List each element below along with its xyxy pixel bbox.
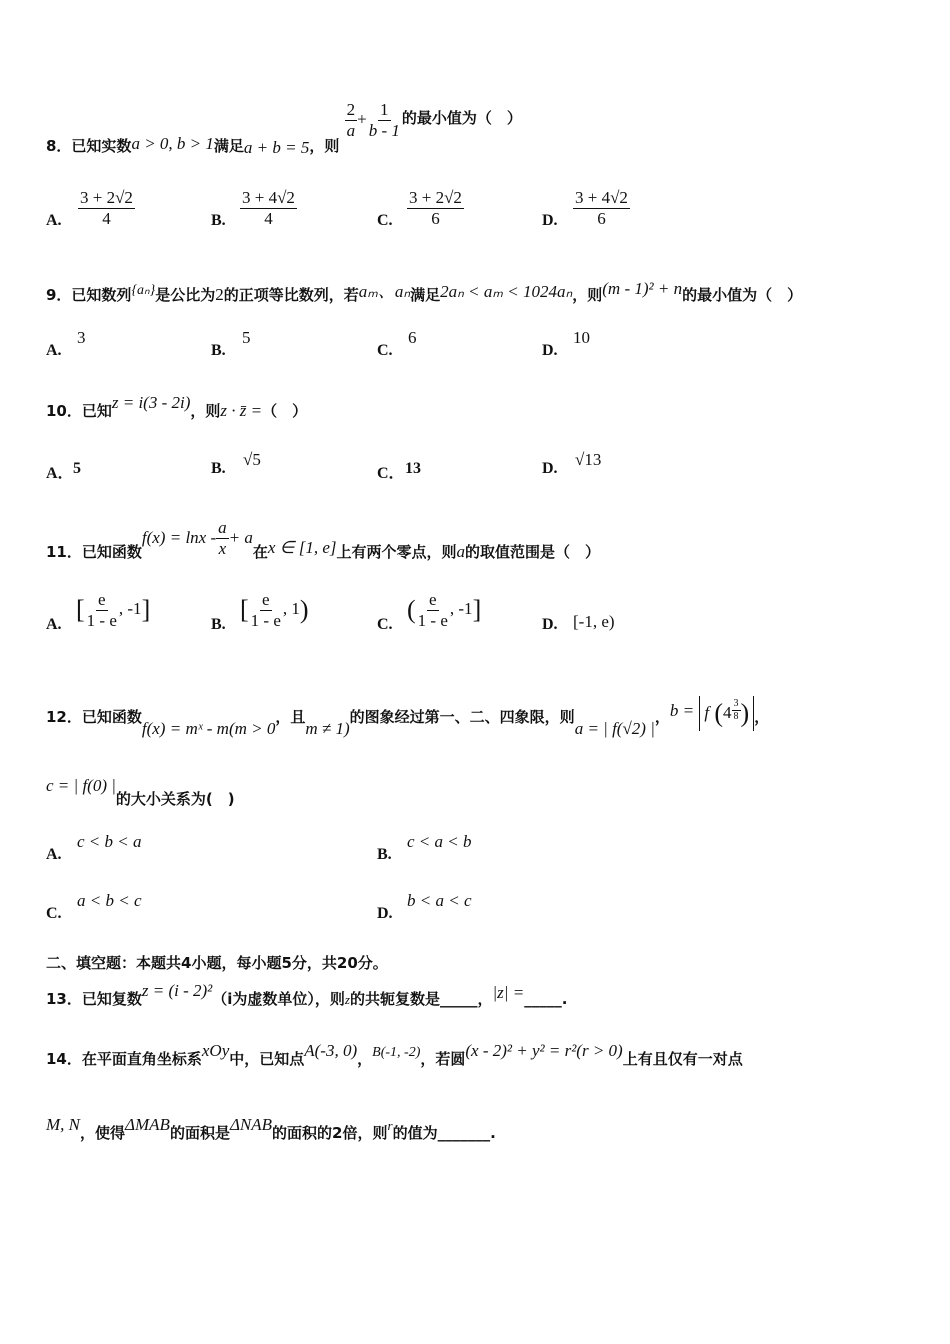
q14-p1: 中，已知点 xyxy=(229,1050,305,1068)
q12-b-def: f (4 $\frac{3}{8}$ ) xyxy=(699,696,754,731)
q13-p1: （i为虚数单位），则 xyxy=(212,990,345,1008)
q13-tail: _____. xyxy=(524,990,568,1008)
q12-b-pre: b = xyxy=(669,701,695,720)
q14-r: r xyxy=(387,1118,393,1133)
q8-stem xyxy=(46,100,522,157)
q12-func: f(x) = mˣ - m(m > 0 xyxy=(141,719,276,738)
q14-tail: 的值为_______. xyxy=(392,1124,496,1142)
q10-tail: （ ） xyxy=(262,402,308,420)
q8-opt-c-value: $\frac{3 + 2√2}{6}$ xyxy=(409,188,462,228)
q10-stem xyxy=(46,393,308,421)
q11-var: a xyxy=(456,541,466,561)
q9-p4: ，则 xyxy=(572,286,603,304)
q13-abs: |z| = xyxy=(492,983,525,1002)
q12-p2: 的图象经过第一、二、四象限，则 xyxy=(349,708,575,726)
q13-stem xyxy=(46,981,568,1009)
q11-opt-a-label: A. xyxy=(46,616,62,633)
q9-opt-a-value: 3 xyxy=(77,328,86,347)
q12-comma: ， xyxy=(654,708,670,726)
q11-opt-c-label: C. xyxy=(377,616,393,633)
q12-cond: m ≠ 1) xyxy=(305,719,350,738)
q14-circle: (x - 2)² + y² = r²(r > 0) xyxy=(465,1041,623,1060)
q14-stem-line2 xyxy=(46,1115,496,1143)
q9-opt-d-label: D. xyxy=(542,342,558,359)
q11-opt-b-value: [ $\frac{e}{1 - e}$ , 1) xyxy=(240,590,309,630)
q10-opt-a-value: 5 xyxy=(73,460,81,477)
q8-number: 8．已知实数 xyxy=(46,136,132,155)
q9-ineq: 2aₙ < aₘ < 1024aₙ xyxy=(440,282,573,301)
q14-number: 14．在平面直角坐标系 xyxy=(46,1050,202,1068)
q9-ratio: 2 xyxy=(215,285,224,304)
q9-tail: 的最小值为（ ） xyxy=(682,286,803,304)
q12-opt-a-value: c < b < a xyxy=(77,832,142,851)
q10-opt-d-value: √13 xyxy=(575,450,602,469)
q14-p6: 的面积的2倍，则 xyxy=(272,1124,388,1142)
q11-tail-a: 上有两个零点，则 xyxy=(336,542,457,561)
q8-then: ，则 xyxy=(309,136,340,155)
q9-seq: {aₙ} xyxy=(131,283,156,298)
q9-p3: 满足 xyxy=(410,286,441,304)
q11-func-part1: f(x) = lnx - xyxy=(141,527,217,547)
q14-p4: ，使得 xyxy=(80,1124,126,1142)
q12-stem-line2 xyxy=(46,776,235,808)
q11-func-part2: + a xyxy=(228,527,253,547)
q8-plus: + xyxy=(357,109,367,129)
q14-sys: xOy xyxy=(201,1041,230,1060)
q12-opt-c-label: C. xyxy=(46,905,62,922)
q12-tail: 的大小关系为( ) xyxy=(115,790,235,808)
q9-number: 9．已知数列 xyxy=(46,286,132,304)
q14-p5: 的面积是 xyxy=(169,1124,230,1142)
q12-a-def: a = | f(√2) | xyxy=(574,719,655,738)
q9-opt-b-label: B. xyxy=(211,342,226,359)
q8-opt-d-value: $\frac{3 + 4√2}{6}$ xyxy=(575,188,628,228)
q12-opt-d-label: D. xyxy=(377,905,393,922)
q10-opt-b-label: B. xyxy=(211,460,226,477)
q9-expr: (m - 1)² + n xyxy=(602,279,683,298)
q14-tri2: ΔNAB xyxy=(229,1115,273,1134)
q10-opt-c-label: C． xyxy=(377,465,405,482)
q12-opt-d-value: b < a < c xyxy=(407,891,472,910)
q9-opt-c-value: 6 xyxy=(408,328,417,347)
q9-terms: aₘ、aₙ xyxy=(358,282,411,301)
q14-p3: 上有且仅有一对点 xyxy=(622,1050,743,1068)
q10-opt-b-value: √5 xyxy=(243,450,261,469)
q9-p1: 是公比为 xyxy=(155,286,216,304)
q8-opt-c-label: C. xyxy=(377,212,393,229)
q14-mn: M, N xyxy=(46,1115,80,1134)
q8-opt-d-label: D. xyxy=(542,212,558,229)
q9-opt-d-value: 10 xyxy=(573,328,590,347)
q8-frac2: $\frac{1}{b - 1}$ xyxy=(368,100,400,140)
q10-number: 10．已知 xyxy=(46,402,112,420)
q8-cond: a > 0, b > 1 xyxy=(131,133,214,153)
q11-opt-d-value: [-1, e) xyxy=(573,612,615,631)
q14-p2: ，若圆 xyxy=(420,1050,466,1068)
q12-opt-b-label: B. xyxy=(377,846,392,863)
q12-opt-b-value: c < a < b xyxy=(407,832,472,851)
q14-tri1: ΔMAB xyxy=(125,1115,170,1134)
q14-stem-line1 xyxy=(46,1041,743,1069)
q12-number: 12．已知函数 xyxy=(46,708,142,726)
q10-expr: z · z̄ = xyxy=(220,401,263,420)
q11-stem xyxy=(46,508,601,561)
q12-comma2: ， xyxy=(754,708,770,726)
q10-opt-c-value: 13 xyxy=(405,460,421,477)
q8-opt-a-value: $\frac{3 + 2√2}{4}$ xyxy=(80,188,133,228)
q12-c-def: c = | f(0) | xyxy=(46,776,116,795)
q12-stem-line1 xyxy=(46,698,770,738)
q9-opt-b-value: 5 xyxy=(242,328,251,347)
q13-z: z = (i - 2)² xyxy=(141,981,213,1000)
section-title: 二、填空题：本题共4小题，每小题5分，共20分。 xyxy=(46,954,388,972)
q13-p2: 的共轭复数是_____， xyxy=(349,990,493,1008)
q11-opt-d-label: D. xyxy=(542,616,558,633)
q9-opt-a-label: A. xyxy=(46,342,62,359)
q8-frac1: $\frac{2}{a}$ xyxy=(346,100,356,140)
q11-opt-c-value: ( $\frac{e}{1 - e}$ , -1] xyxy=(407,590,482,630)
q14-point-a: A(-3, 0) xyxy=(304,1041,358,1060)
q8-opt-a-label: A. xyxy=(46,212,62,229)
q10-opt-a-label: A． xyxy=(46,465,74,482)
q11-p1: 在 xyxy=(252,542,268,561)
q11-opt-a-value: [ $\frac{e}{1 - e}$ , -1] xyxy=(76,590,151,630)
q12-p1: ，且 xyxy=(275,708,306,726)
q10-z: z = i(3 - 2i) xyxy=(111,393,191,412)
q11-tail-b: 的取值范围是（ ） xyxy=(465,542,601,561)
q8-mid: 满足 xyxy=(213,136,244,155)
q9-opt-c-label: C. xyxy=(377,342,393,359)
q9-stem xyxy=(46,280,802,305)
q11-number: 11．已知函数 xyxy=(46,542,142,561)
q11-domain: x ∈ [1, e] xyxy=(267,537,337,557)
q10-p1: ，则 xyxy=(190,402,221,420)
q11-opt-b-label: B. xyxy=(211,616,226,633)
q10-opt-d-label: D. xyxy=(542,460,558,477)
q12-opt-c-value: a < b < c xyxy=(77,891,142,910)
q14-c1: ， xyxy=(357,1050,373,1068)
q12-opt-a-label: A. xyxy=(46,846,62,863)
q11-frac: $\frac{a}{x}$ xyxy=(218,518,227,558)
q9-p2: 的正项等比数列，若 xyxy=(223,286,359,304)
q13-zvar: z xyxy=(344,992,350,1007)
q8-opt-b-value: $\frac{3 + 4√2}{4}$ xyxy=(242,188,295,228)
q13-number: 13．已知复数 xyxy=(46,990,142,1008)
q8-eq: a + b = 5 xyxy=(243,137,310,157)
q8-tail: 的最小值为（ ） xyxy=(401,108,522,127)
q8-opt-b-label: B. xyxy=(211,212,226,229)
q14-point-b: B(-1, -2) xyxy=(372,1045,421,1060)
